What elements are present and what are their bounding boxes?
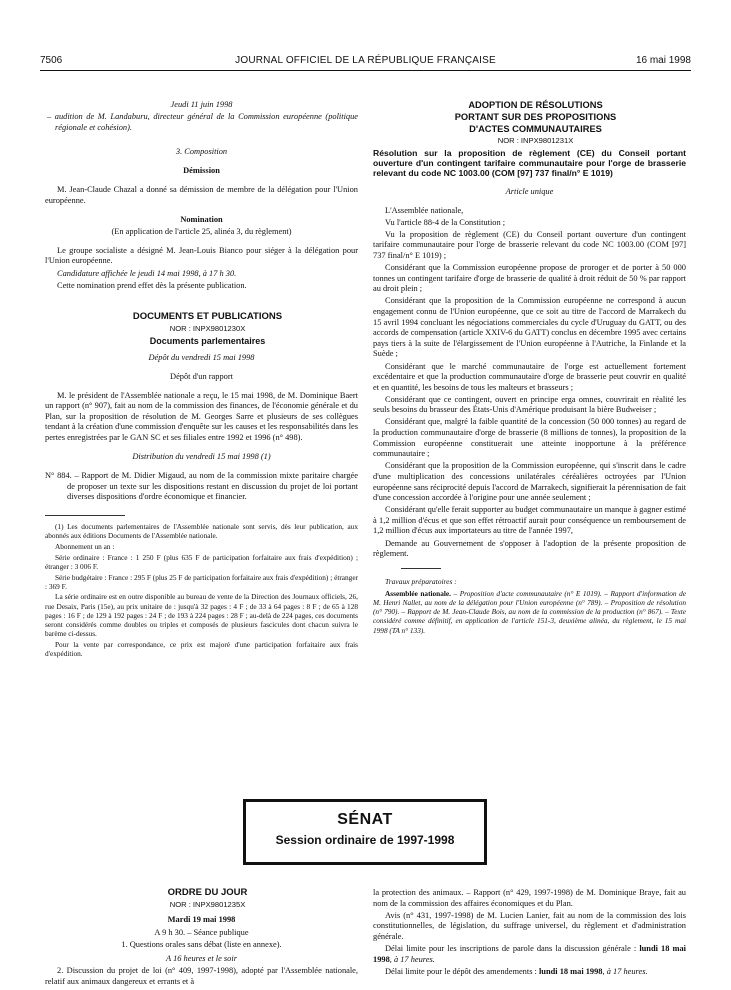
- docs-heading: DOCUMENTS ET PUBLICATIONS: [132, 310, 283, 322]
- res-p3: Vu la proposition de règlement (CE) du Conseil portant ouverture d'un contingent tarifaire communautaire pour l'orge de brasserie relevant du code NC 1003.00 (COM [97] 737 final/n° E 1019) ;: [373, 229, 686, 261]
- travaux-text: Assemblée nationale. – Proposition d'acte communautaire (n° E 1019). – Rapport d'information de M. Henri Nallet, au nom de la délégation pour l'Union européenne (n° 789). – Proposition de résolution (n° 790). – Rapport de M. Jean-Claude Bois, au nom de la commission de la production (n° 867). – Texte considéré comme définitif, en application de l'article 151-3, deuxième alinéa, du règlement, le 15 mai 1998 (TA n° 133).: [373, 588, 686, 635]
- footnotes: [45, 522, 358, 658]
- senat-session: Session ordinaire de 1997-1998: [275, 833, 455, 847]
- res-p7: Considérant que ce contingent, ouvert en principe erga omnes, couvrirait en réalité les seuls besoins du brasseur des États-Unis d'Amérique produisant la bière Budweiser ;: [373, 394, 686, 415]
- footnote-3: Série ordinaire : France : 1 250 F (plus 635 F de participation forfaitaire aux frais d'expédition) ; étranger : 3 006 F.: [45, 552, 358, 571]
- res-p1: L'Assemblée nationale,: [385, 205, 464, 215]
- footnote-5: La série ordinaire est en outre disponible au bureau de vente de la Direction des Journaux officiels, 26, rue Desaix, Paris (15e), au prix unitaire de : jusqu'à 32 pages : 4 F ; de 33 à 64 pages : 8 F ; de 65 à 128 pages : 16 F ; de 129 à 192 pages : 24 F ; de 193 à 224 pages : 28 F ; au-delà de 224 pages, ces documents seront considérés comme doubles ou triples et composés de plusieurs fascicules dont chacun suivra le barème ci-dessus.: [45, 592, 358, 639]
- nomination-text: Le groupe socialiste a désigné M. Jean-Louis Bianco pour siéger à la délégation pour l'Union européenne.: [45, 245, 358, 266]
- footnote-2: Abonnement un an :: [55, 541, 115, 551]
- bottom-right-p4: Délai limite pour le dépôt des amendements : lundi 18 mai 1998, à 17 heures.: [385, 966, 648, 976]
- travaux-rule: [401, 568, 441, 569]
- agenda-date: Jeudi 11 juin 1998: [170, 100, 233, 109]
- res-p5: Considérant que la proposition de la Commission européenne ne correspond à aucun engagement connu de l'Union européenne, que ce soit au titre de l'accord de Marrakech du 15 avril 1994 concluant les négociations commerciales du cycle d'Uruguay du GATT, ou des accords de compensation (article XXIV-6 du GATT) conclus en décembre 1995 avec certains pays tiers à la suite de l'élargissement de l'Union européenne à l'Autriche, la Finlande et la Suède ;: [373, 296, 686, 359]
- footnote-4: Série budgétaire : France : 295 F (plus 25 F de participation forfaitaire aux frais d'expédition) ; étranger : 369 F.: [45, 572, 358, 591]
- candidature-text: Candidature affichée le jeudi 14 mai 1998, à 17 h 30.: [57, 268, 237, 278]
- audition-item: – audition de M. Landaburu, directeur général de la Commission européenne (politique régionale et cohésion).: [47, 112, 358, 132]
- seance-1: A 9 h 30. – Séance publique: [154, 928, 249, 938]
- bottom-right-column: [373, 888, 686, 979]
- ordre-nor: NOR : INPX9801235X: [169, 900, 246, 910]
- res-p8: Considérant que, malgré la faible quantité de la concession (50 000 tonnes) au regard de la production communautaire d'orge de brasserie (8 millions de tonnes), la proposition de la Commission européenne constituerait une atteinte inopportune à la préférence communautaire ;: [373, 417, 686, 459]
- docs-parl-heading: Documents parlementaires: [149, 335, 266, 346]
- ordre-item-1: 1. Questions orales sans débat (liste en annexe).: [121, 940, 282, 950]
- page-number: 7506: [40, 55, 63, 66]
- bottom-right-p1: la protection des animaux. – Rapport (n° 429, 1997-1998) de M. Dominique Braye, fait au nom de la commission des affaires économiques et du Plan.: [373, 888, 686, 908]
- depot-text: M. le président de l'Assemblée nationale a reçu, le 15 mai 1998, de M. Dominique Baert un rapport (n° 907), fait au nom de la commission des finances, de l'économie générale et du Plan, sur la proposition de résolution de M. Georges Sarre et plusieurs de ses collègues tendant à la création d'une commission d'enquête sur les causes et les responsabilités dans les pertes enregistrées par le GAN SC et ses filiales entre 1992 et 1996 (n° 498).: [45, 390, 358, 443]
- adoption-heading-3: D'ACTES COMMUNAUTAIRES: [469, 124, 602, 134]
- res-p11: Demande au Gouvernement de s'opposer à l'adoption de la présente proposition de règlement.: [373, 538, 686, 559]
- footnote-6: Pour la vente par correspondance, ce prix est majoré d'une participation forfaitaire aux frais d'expédition.: [45, 639, 358, 659]
- resolution-title: Résolution sur la proposition de règlement (CE) du Conseil portant ouverture d'un contingent tarifaire communautaire pour l'orge de brasserie relevant du code NC 1003.00 (COM [97] 737 final/n° E 1019): [373, 148, 686, 179]
- article-unique: Article unique: [505, 186, 554, 196]
- demission-heading: Démission: [183, 165, 220, 175]
- adoption-heading-2: PORTANT SUR DES PROPOSITIONS: [454, 112, 617, 122]
- res-p6: Considérant que le marché communautaire de l'orge est actuellement fortement excédentaire et que la production communautaire d'orge de brasserie peut couvrir en qualité et en quantité, les besoins de tous les malteurs et brasseurs ;: [373, 361, 686, 392]
- nomination-heading: Nomination: [180, 214, 223, 224]
- distribution-date: Distribution du vendredi 15 mai 1998 (1): [132, 452, 271, 462]
- seance-2: A 16 heures et le soir: [166, 953, 237, 963]
- depot-date: Dépôt du vendredi 15 mai 1998: [148, 352, 255, 362]
- senat-box: [243, 799, 487, 865]
- bottom-right-p3: Délai limite pour les inscriptions de parole dans la discussion générale : lundi 18 mai 1998, à 17 heures.: [373, 943, 686, 964]
- travaux-label: Travaux préparatoires :: [385, 576, 457, 586]
- ordre-heading: ORDRE DU JOUR: [167, 887, 248, 898]
- adoption-heading-1: ADOPTION DE RÉSOLUTIONS: [468, 100, 603, 110]
- page-header: [40, 55, 691, 69]
- bottom-left-column: [45, 888, 358, 989]
- ordre-date: Mardi 19 mai 1998: [167, 914, 236, 924]
- docs-nor: NOR : INPX9801230X: [169, 323, 246, 333]
- composition-heading: 3. Composition: [175, 146, 228, 156]
- footnote-1: (1) Les documents parlementaires de l'Assemblée nationale sont servis, dès leur publication, aux abonnés aux éditions Documents de l'Assemblée nationale.: [45, 522, 358, 541]
- res-p10: Considérant qu'elle ferait supporter au budget communautaire un manque à gagner estimé à 1,2 million d'écus et que son effet rétroactif aurait pour conséquence un remboursement de 1,2 million d'écus aux importateurs au titre de l'année 1997,: [373, 505, 686, 536]
- journal-title: JOURNAL OFFICIEL DE LA RÉPUBLIQUE FRANÇAISE: [235, 55, 496, 66]
- senat-title: SÉNAT: [337, 811, 393, 828]
- header-rule: [40, 70, 691, 71]
- bottom-right-p2: Avis (n° 431, 1997-1998) de M. Lucien Lanier, fait au nom de la commission des lois constitutionnelles, de législation, du suffrage universel, du règlement et d'administration générale.: [373, 910, 686, 941]
- res-p2: Vu l'article 88-4 de la Constitution ;: [385, 217, 506, 227]
- depot-rapport: Dépôt d'un rapport: [170, 371, 233, 381]
- nomination-sub: (En application de l'article 25, alinéa 3, du règlement): [111, 226, 292, 236]
- res-p9: Considérant que la proposition de la Commission européenne, qui s'inscrit dans le cadre d'une multiplication des concessions unilatérales céréalières octroyées par l'Union européenne sans réciprocité depuis l'accord de Marrakech, signifierait la pérennisation de fait d'une concession accordée à l'origine pour une année seulement ;: [373, 461, 686, 503]
- res-p4: Considérant que la Commission européenne propose de proroger et de porter à 50 000 tonnes un contingent tarifaire d'orge de brasserie de qualité à droit réduit de 50 % par rapport au droit plein ;: [373, 263, 686, 294]
- left-column: [45, 100, 358, 660]
- distribution-item: N° 884. – Rapport de M. Didier Migaud, au nom de la commission mixte paritaire chargée de proposer un texte sur les dispositions restant en discussion du projet de loi portant diverses dispositions d'ordre économique et financier.: [45, 471, 358, 502]
- ordre-item-2: 2. Discussion du projet de loi (n° 409, 1997-1998), adopté par l'Assemblée nationale, relatif aux animaux dangereux et errants et à: [45, 966, 358, 986]
- demission-text: M. Jean-Claude Chazal a donné sa démission de membre de la délégation pour l'Union européenne.: [45, 184, 358, 205]
- adoption-nor: NOR : INPX9801231X: [497, 136, 574, 145]
- issue-date: 16 mai 1998: [635, 55, 691, 66]
- nomination-effect: Cette nomination prend effet dès la présente publication.: [57, 280, 247, 290]
- footnote-rule: [45, 515, 125, 516]
- right-column: [373, 100, 686, 636]
